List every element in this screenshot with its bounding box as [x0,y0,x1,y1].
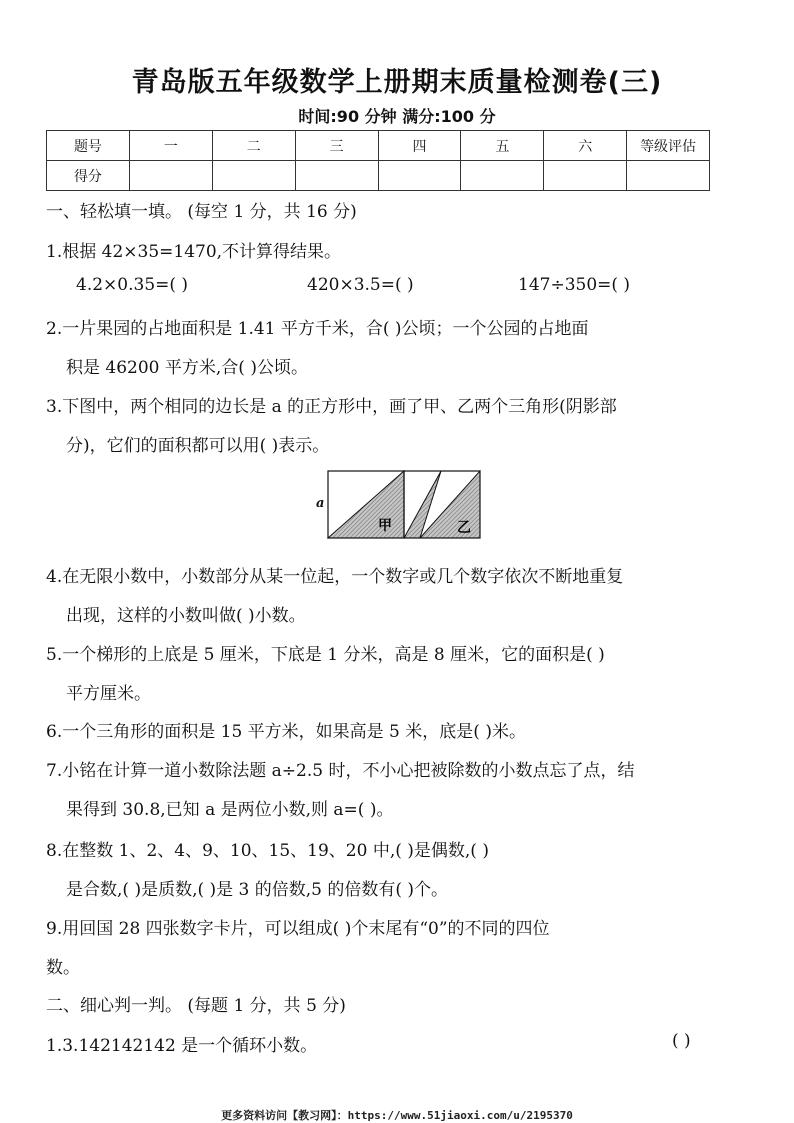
score-table-header-cell: 三 [295,131,378,161]
score-table-header-cell: 五 [461,131,544,161]
score-table [46,130,710,191]
q6-text: 6.一个三角形的面积是 15 平方米，如果高是 5 米，底是( )米。 [46,722,526,742]
score-table-header-cell: 题号 [47,131,130,161]
q7-text-line2: 果得到 30.8,已知 a 是两位小数,则 a=( )。 [66,800,394,820]
q2-text-line1: 2.一片果园的占地面积是 1.41 平方千米，合( )公顷；一个公园的占地面 [46,319,589,339]
exam-info: 时间:90 分钟 满分:100 分 [298,107,496,126]
q9-text-line1: 9.用回国 28 四张数字卡片，可以组成( )个末尾有“0”的不同的四位 [46,919,550,939]
section1-heading: 一、轻松填一填。 (每空 1 分，共 16 分) [46,202,357,222]
q8-text-line2: 是合数,( )是质数,( )是 3 的倍数,5 的倍数有( )个。 [66,880,449,900]
label-jia: 甲 [378,518,392,534]
q1-blank-c: 147÷350=( ) [518,275,631,295]
page-title: 青岛版五年级数学上册期末质量检测卷(三) [131,67,663,98]
triangle-jia [328,471,404,538]
score-table-header-row [47,131,710,161]
score-table-header-cell: 等级评估 [627,131,710,161]
q4-text-line1: 4.在无限小数中，小数部分从某一位起，一个数字或几个数字依次不断地重复 [46,567,624,587]
q3-text-line2: 分)，它们的面积都可以用( )表示。 [66,436,330,456]
q1-blank-a: 4.2×0.35=( ) [76,275,189,295]
q8-text-line1: 8.在整数 1、2、4、9、10、15、19、20 中,( )是偶数,( ) [46,841,489,861]
q1-text: 1.根据 42×35=1470,不计算得结果。 [46,242,342,262]
q2-text-line2: 积是 46200 平方米,合( )公顷。 [66,358,308,378]
q9-text-line2: 数。 [46,958,80,978]
q4-text-line2: 出现，这样的小数叫做( )小数。 [66,606,306,626]
score-table-header-cell: 一 [129,131,212,161]
q5-text-line1: 5.一个梯形的上底是 5 厘米，下底是 1 分米，高是 8 厘米，它的面积是( ) [46,645,605,665]
two-squares-triangle-figure [326,468,482,540]
score-cell[interactable] [544,161,627,191]
q7-text-line1: 7.小铭在计算一道小数除法题 a÷2.5 时，不小心把被除数的小数点忘了点，结 [46,761,635,781]
score-table-header-cell: 六 [544,131,627,161]
score-cell[interactable] [461,161,544,191]
q5-text-line2: 平方厘米。 [66,684,151,704]
q3-text-line1: 3.下图中，两个相同的边长是 a 的正方形中，画了甲、乙两个三角形(阴影部 [46,397,617,417]
figure-side-label: a [316,496,325,511]
score-cell[interactable] [295,161,378,191]
score-cell[interactable] [378,161,461,191]
label-yi: 乙 [457,520,471,536]
score-row-label: 得分 [47,161,130,191]
score-cell[interactable] [212,161,295,191]
q1-blank-b: 420×3.5=( ) [307,275,414,295]
section2-heading: 二、细心判一判。 (每题 1 分，共 5 分) [46,996,346,1016]
judge-q1-answer-bracket[interactable]: ( ) [672,1031,691,1051]
footer-link[interactable]: 更多资料访问【教习网】：https://www.51jiaoxi.com/u/2195370 [221,1109,573,1122]
score-table-header-cell: 四 [378,131,461,161]
score-cell[interactable] [129,161,212,191]
judge-q1-text: 1.3.142142142 是一个循环小数。 [46,1036,318,1056]
score-cell[interactable] [627,161,710,191]
score-table-header-cell: 二 [212,131,295,161]
score-table-score-row [47,161,710,191]
